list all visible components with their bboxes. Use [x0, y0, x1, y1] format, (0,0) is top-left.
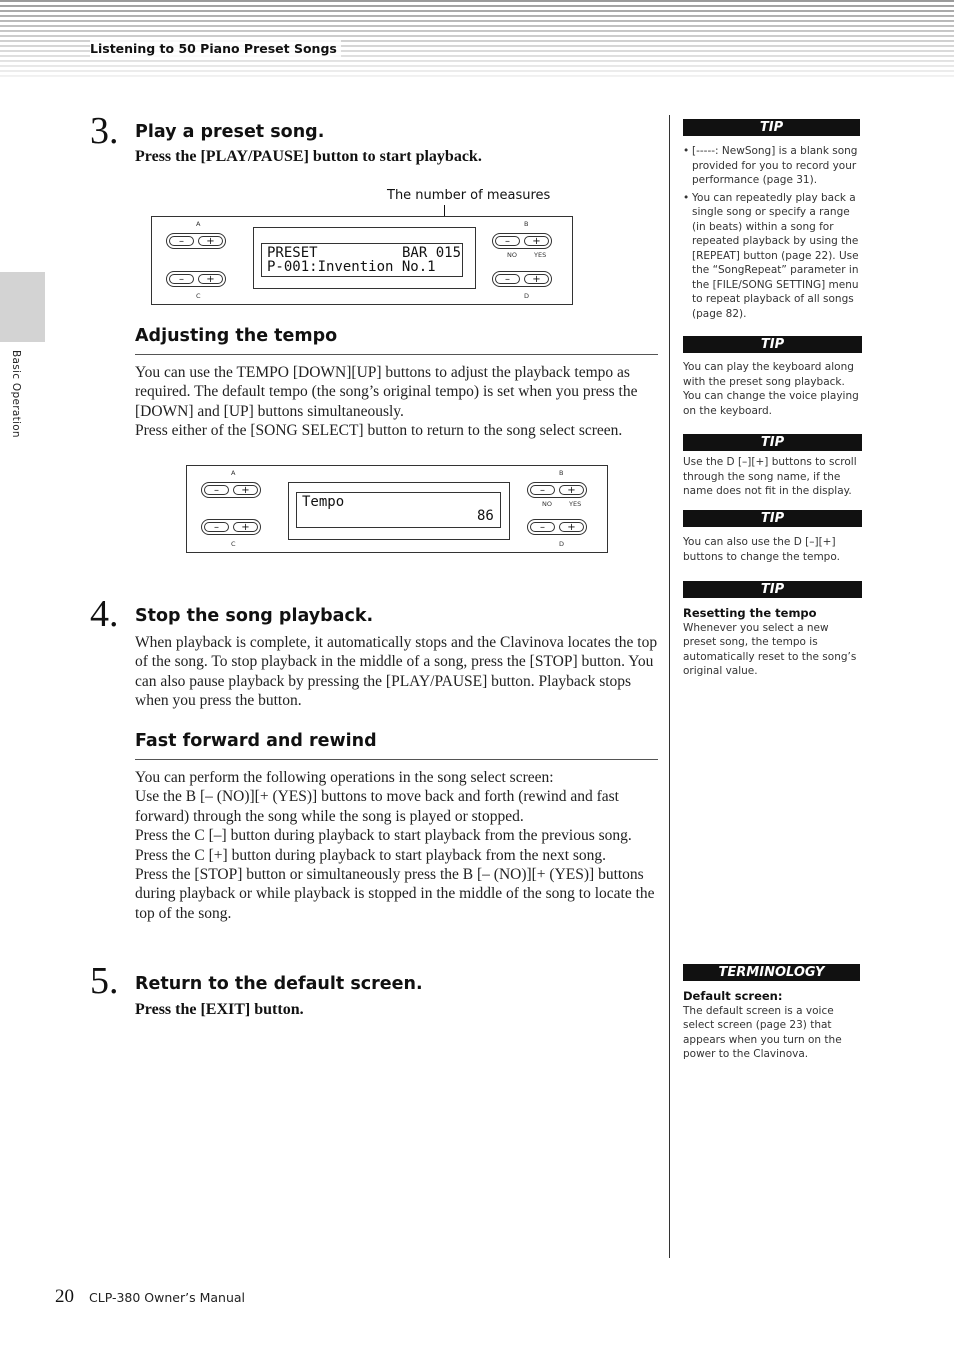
lcd-song-name: P-001:Invention No.1: [267, 259, 436, 275]
running-header: Listening to 50 Piano Preset Songs: [90, 40, 341, 57]
b-button-pair[interactable]: [527, 482, 587, 498]
tip-4-text: You can also use the D [–][+] buttons to change the tempo.: [683, 536, 840, 563]
measures-callout: The number of measures: [387, 188, 551, 203]
tempo-display-panel: [186, 465, 608, 553]
header-stripes: [0, 0, 954, 78]
tip-5-heading: Resetting the tempo: [683, 606, 817, 620]
b-minus-button[interactable]: –: [495, 236, 520, 246]
a-plus-button[interactable]: +: [198, 236, 223, 246]
sidebar-divider: [669, 115, 670, 1258]
step-5-number: 5.: [90, 960, 119, 1002]
b-minus-button[interactable]: –: [530, 485, 555, 495]
lcd-screen: [261, 243, 463, 277]
step-3-instruction: Press the [PLAY/PAUSE] button to start playback.: [135, 148, 482, 165]
chapter-tab: [0, 272, 45, 342]
ff-paragraph-4: Press the C [+] button during playback to start playback from the next song.: [135, 846, 607, 864]
fast-forward-title: Fast forward and rewind: [135, 731, 377, 751]
lcd-tempo-label: Tempo: [302, 494, 345, 510]
lcd-frame: [253, 227, 476, 289]
manual-title: CLP-380 Owner’s Manual: [89, 1290, 245, 1305]
page-number: 20: [55, 1286, 74, 1307]
tip-3-bar: TIP: [683, 434, 862, 451]
label-yes: YES: [569, 500, 582, 508]
c-plus-button[interactable]: +: [198, 274, 223, 284]
step-3-title: Play a preset song.: [135, 122, 325, 142]
adjusting-tempo-paragraph-2: Press either of the [SONG SELECT] button to return to the song select screen.: [135, 422, 623, 440]
c-plus-button[interactable]: +: [233, 522, 258, 532]
b-plus-button[interactable]: +: [559, 485, 584, 495]
tip-1-bar: TIP: [683, 119, 860, 136]
label-a: A: [196, 220, 201, 228]
c-button-pair[interactable]: [201, 519, 261, 535]
song-select-display-panel: [151, 216, 573, 305]
step-5-instruction: Press the [EXIT] button.: [135, 1001, 304, 1018]
d-button-pair[interactable]: [527, 519, 587, 535]
adjusting-tempo-text: [135, 363, 658, 441]
step-5-title: Return to the default screen.: [135, 974, 423, 994]
lcd-bar: BAR 015: [402, 245, 462, 261]
adjusting-tempo-title: Adjusting the tempo: [135, 326, 338, 346]
tip-1-item-1: • [-----: NewSong] is a blank song provided for you to record your performance (page 31).: [692, 144, 861, 188]
a-minus-button[interactable]: –: [204, 485, 229, 495]
label-a: A: [231, 469, 236, 477]
d-plus-button[interactable]: +: [524, 274, 549, 284]
label-c: C: [231, 540, 236, 548]
fast-forward-text: [135, 768, 658, 923]
a-plus-button[interactable]: +: [233, 485, 258, 495]
tip-3-text: Use the D [–][+] buttons to scroll through the song name, if the name does not fit in the display.: [683, 456, 857, 497]
d-minus-button[interactable]: –: [495, 274, 520, 284]
ff-paragraph-1: You can perform the following operations in the song select screen:: [135, 769, 554, 786]
chapter-tab-label: Basic Operation: [10, 350, 22, 438]
lcd-frame: [288, 482, 510, 540]
terminology-body: The default screen is a voice select screen (page 23) that appears when you turn on the power to the Clavinova.: [683, 1004, 842, 1060]
section-rule: [135, 759, 658, 760]
ff-paragraph-5: Press the [STOP] button or simultaneously press the B [– (NO)][+ (YES)] buttons during playback or while playback is stopped in the middle of the song to locate the top of the song.: [135, 866, 655, 922]
ff-paragraph-2: Use the B [– (NO)][+ (YES)] buttons to move back and forth (rewind and fast forward) through the song while the song is played or stopped.: [135, 788, 619, 825]
d-minus-button[interactable]: –: [530, 522, 555, 532]
tip-5-bar: TIP: [683, 581, 862, 598]
lcd-tempo-value: 86: [477, 508, 494, 524]
a-minus-button[interactable]: –: [169, 236, 194, 246]
label-b: B: [524, 220, 529, 228]
lcd-screen: [296, 492, 501, 528]
step-3-number: 3.: [90, 110, 119, 152]
terminology-text: [683, 989, 863, 1062]
tip-1-item-2: • You can repeatedly play back a single song or specify a range (in beats) within a song for repeated playback by using the [REPEAT] button (page 22). Use the “SongRepeat” parameter in the [FILE/SONG SETTING] menu to repeat playback of all songs (page 82).: [692, 191, 861, 322]
tip-2-text: You can play the keyboard along with the preset song playback. You can change the voice playing on the keyboard.: [683, 361, 859, 417]
tip-5-text: [683, 606, 863, 679]
label-d: D: [559, 540, 565, 548]
a-button-pair[interactable]: [166, 233, 226, 249]
tip-4-bar: TIP: [683, 510, 862, 527]
c-minus-button[interactable]: –: [169, 274, 194, 284]
step-4-text: When playback is complete, it automatically stops and the Clavinova locates the top of the song. To stop playback in the middle of a song, press the [STOP] button. You can also pause playback by pressing the [PLAY/PAUSE] button. Playback stops when you press the button.: [135, 634, 658, 710]
lcd-preset: PRESET: [267, 245, 318, 261]
step-4-number: 4.: [90, 593, 119, 635]
c-button-pair[interactable]: [166, 271, 226, 287]
b-plus-button[interactable]: +: [524, 236, 549, 246]
label-b: B: [559, 469, 564, 477]
d-button-pair[interactable]: [492, 271, 552, 287]
tip-1-text: [683, 144, 861, 324]
label-no: NO: [507, 251, 517, 259]
label-c: C: [196, 292, 201, 300]
terminology-heading: Default screen:: [683, 989, 783, 1003]
adjusting-tempo-paragraph-1: You can use the TEMPO [DOWN][UP] buttons to adjust the playback tempo as required. The default tempo (the song’s original tempo) is set when you press the [DOWN] and [UP] buttons simultaneously.: [135, 364, 638, 420]
ff-paragraph-3: Press the C [–] button during playback to start playback from the previous song.: [135, 827, 632, 845]
label-no: NO: [542, 500, 552, 508]
label-yes: YES: [534, 251, 547, 259]
tip-2-bar: TIP: [683, 336, 862, 353]
label-d: D: [524, 292, 530, 300]
d-plus-button[interactable]: +: [559, 522, 584, 532]
section-rule: [135, 354, 658, 355]
tip-5-body: Whenever you select a new preset song, the tempo is automatically reset to the song’s original value.: [683, 621, 857, 677]
step-4-title: Stop the song playback.: [135, 606, 374, 626]
b-button-pair[interactable]: [492, 233, 552, 249]
a-button-pair[interactable]: [201, 482, 261, 498]
terminology-bar: TERMINOLOGY: [683, 964, 860, 981]
c-minus-button[interactable]: –: [204, 522, 229, 532]
